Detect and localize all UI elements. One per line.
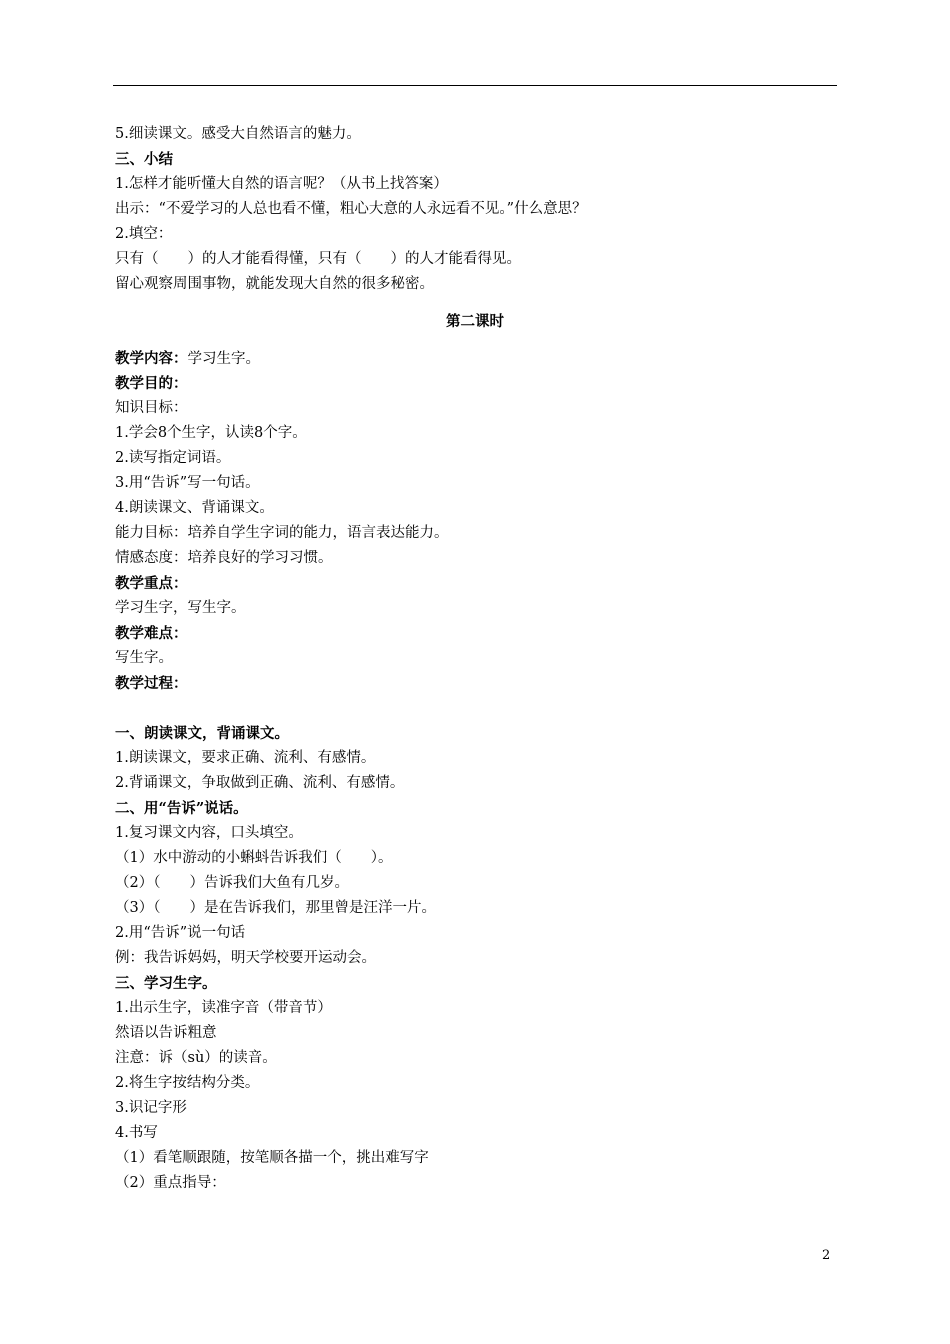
text-line: 1.怎样才能听懂大自然的语言呢？（从书上找答案） <box>115 176 448 192</box>
heading-line: 教学过程： <box>115 675 188 692</box>
text-line: 4.书写 <box>115 1125 158 1141</box>
text-line: 只有（ ）的人才能看得懂，只有（ ）的人才能看得见。 <box>115 251 521 267</box>
text-line: 知识目标： <box>115 400 188 416</box>
text-line: 注意：诉（sù）的读音。 <box>115 1050 277 1066</box>
text-line: 留心观察周围事物，就能发现大自然的很多秘密。 <box>115 276 434 292</box>
text-line: （1）水中游动的小蝌蚪告诉我们（ ）。 <box>115 850 393 866</box>
text-line: 例：我告诉妈妈，明天学校要开运动会。 <box>115 950 376 966</box>
section-title: 第二课时 <box>446 313 504 330</box>
heading-line: 教学重点： <box>115 575 188 592</box>
text-line: 1.复习课文内容，口头填空。 <box>115 825 303 841</box>
text-line: 2.背诵课文，争取做到正确、流利、有感情。 <box>115 775 405 791</box>
heading-line: 教学难点： <box>115 625 188 642</box>
text-line: （2）（ ）告诉我们大鱼有几岁。 <box>115 875 349 891</box>
text-line: 3.识记字形 <box>115 1100 187 1116</box>
text-line: 1.朗读课文，要求正确、流利、有感情。 <box>115 750 376 766</box>
text-line: 学习生字，写生字。 <box>115 600 246 616</box>
teaching-content-text: 学习生字。 <box>187 351 260 367</box>
text-line: 情感态度：培养良好的学习习惯。 <box>115 550 333 566</box>
text-line: 然语以告诉粗意 <box>115 1025 217 1041</box>
text-line: 出示：“不爱学习的人总也看不懂，粗心大意的人永远看不见。”什么意思？ <box>115 201 587 217</box>
lesson-one-conclusion <box>115 122 835 297</box>
heading-line: 教学目的： <box>115 375 188 392</box>
lesson-two-process <box>115 721 835 1196</box>
text-line: 3.用“告诉”写一句话。 <box>115 475 260 491</box>
text-line: 1.出示生字，读准字音（带音节） <box>115 1000 332 1016</box>
lesson-two-objectives <box>115 371 835 696</box>
text-line: （3）（ ）是在告诉我们，那里曾是汪洋一片。 <box>115 900 436 916</box>
page-number: 2 <box>822 1248 831 1263</box>
text-line: 2.读写指定词语。 <box>115 450 231 466</box>
header-rule <box>113 85 837 86</box>
text-line: 2.用“告诉”说一句话 <box>115 925 246 941</box>
spacer <box>115 696 835 721</box>
teaching-content-line <box>115 346 835 371</box>
text-line: 2.填空： <box>115 226 173 242</box>
heading-line: 一、朗读课文，背诵课文。 <box>115 725 289 742</box>
text-line: 能力目标：培养自学生字词的能力，语言表达能力。 <box>115 525 449 541</box>
text-line: 写生字。 <box>115 650 173 666</box>
heading-line: 二、用“告诉”说话。 <box>115 800 248 817</box>
text-line: 2.将生字按结构分类。 <box>115 1075 260 1091</box>
heading-line: 三、小结 <box>115 151 173 168</box>
document-body <box>115 122 835 1196</box>
text-line: 4.朗读课文、背诵课文。 <box>115 500 274 516</box>
text-line: （2）重点指导： <box>115 1175 226 1191</box>
text-line: 1.学会8个生字，认读8个字。 <box>115 425 307 441</box>
heading-line: 三、学习生字。 <box>115 975 217 992</box>
text-line: 5.细读课文。感受大自然语言的魅力。 <box>115 126 361 142</box>
text-line: （1）看笔顺跟随，按笔顺各描一个，挑出难写字 <box>115 1150 429 1166</box>
teaching-content-label: 教学内容： <box>115 350 188 367</box>
